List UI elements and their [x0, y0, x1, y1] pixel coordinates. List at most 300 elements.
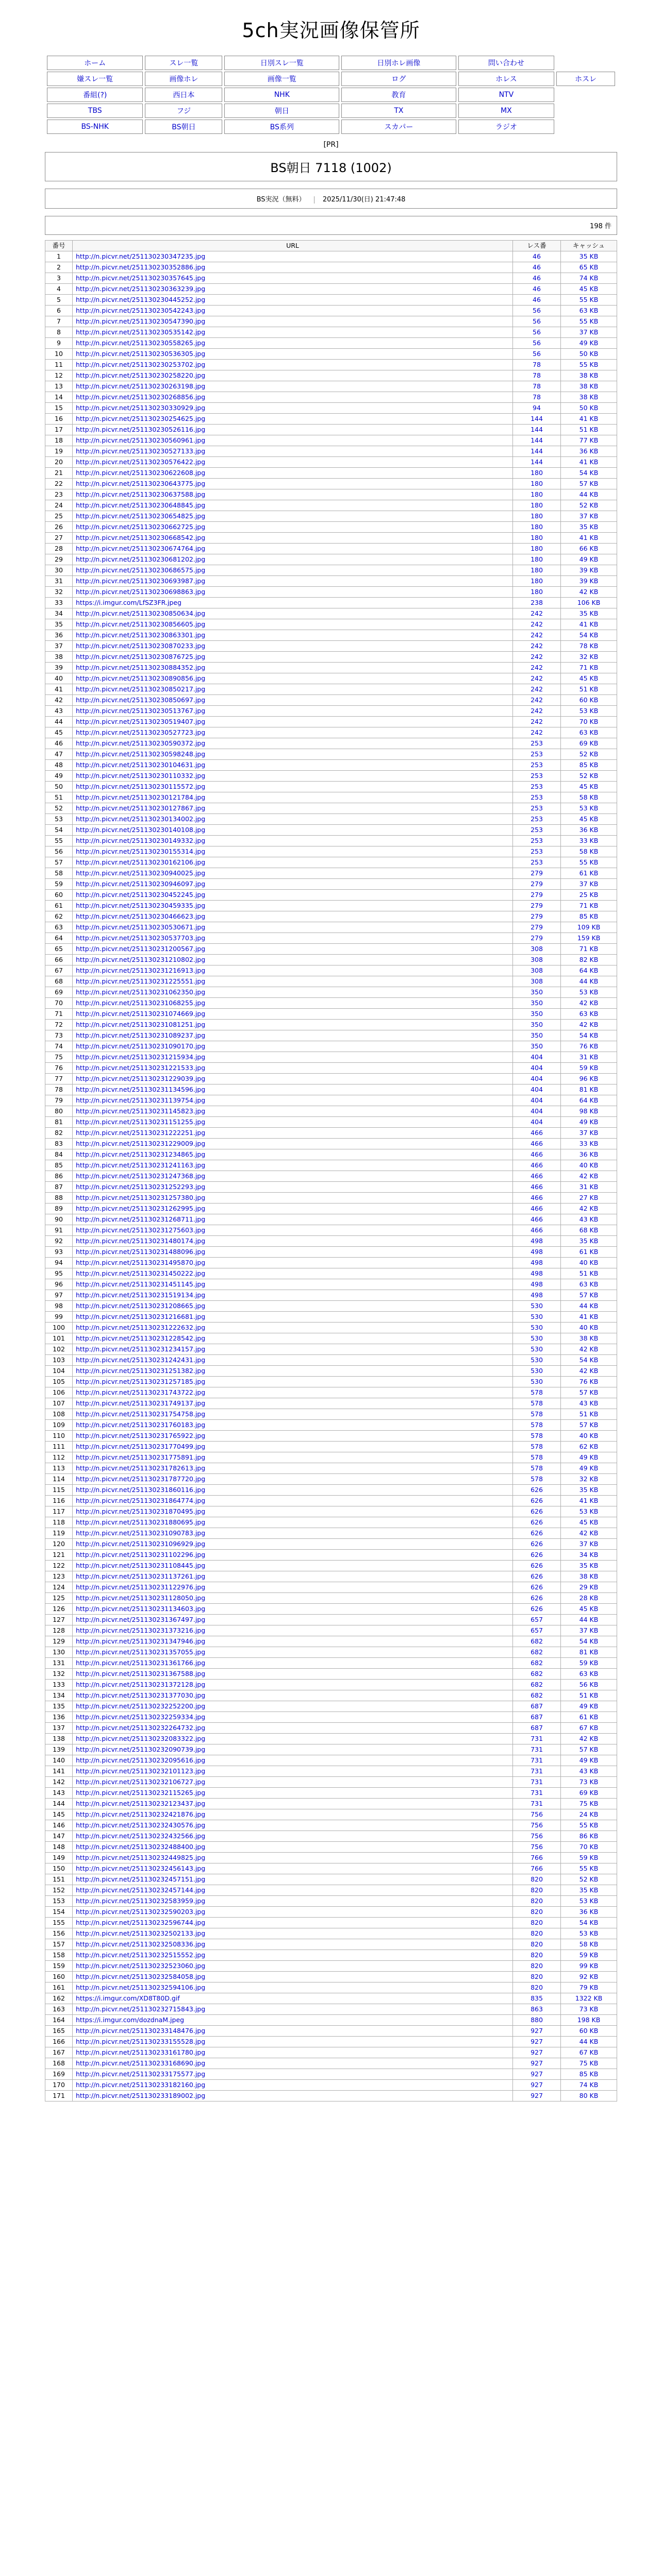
res-number-link[interactable]: 927 — [513, 2058, 561, 2069]
image-url-link[interactable]: http://n.picvr.net/251130230527133.jpg — [76, 447, 206, 455]
cache-link[interactable]: 57 KB — [561, 1290, 617, 1301]
image-url-link[interactable]: http://n.picvr.net/251130231222632.jpg — [76, 1324, 206, 1331]
res-number-link[interactable]: 682 — [513, 1647, 561, 1658]
image-url-link[interactable]: http://n.picvr.net/251130232523060.jpg — [76, 1962, 206, 1970]
cache-link[interactable]: 58 KB — [561, 792, 617, 803]
image-url-link[interactable]: http://n.picvr.net/251130230127867.jpg — [76, 804, 206, 812]
nav-link[interactable]: NTV — [499, 91, 514, 99]
res-number-link[interactable]: 180 — [513, 479, 561, 489]
res-number-link[interactable]: 56 — [513, 316, 561, 327]
cache-link[interactable]: 54 KB — [561, 1636, 617, 1647]
res-number-link[interactable]: 687 — [513, 1723, 561, 1734]
cache-link[interactable]: 76 KB — [561, 1377, 617, 1387]
res-number-link[interactable]: 242 — [513, 663, 561, 673]
cache-link[interactable]: 42 KB — [561, 1204, 617, 1214]
res-number-link[interactable]: 578 — [513, 1463, 561, 1474]
image-url-link[interactable]: http://n.picvr.net/251130232264732.jpg — [76, 1724, 206, 1732]
cache-link[interactable]: 71 KB — [561, 663, 617, 673]
image-url-link[interactable]: http://n.picvr.net/251130230654825.jpg — [76, 512, 206, 520]
res-number-link[interactable]: 466 — [513, 1171, 561, 1182]
cache-link[interactable]: 43 KB — [561, 1398, 617, 1409]
res-number-link[interactable]: 56 — [513, 327, 561, 338]
image-url-link[interactable]: http://n.picvr.net/251130231749137.jpg — [76, 1399, 206, 1407]
res-number-link[interactable]: 657 — [513, 1615, 561, 1625]
cache-link[interactable]: 42 KB — [561, 998, 617, 1009]
cache-link[interactable]: 109 KB — [561, 922, 617, 933]
image-url-link[interactable]: http://n.picvr.net/251130231257185.jpg — [76, 1378, 206, 1385]
cache-link[interactable]: 45 KB — [561, 673, 617, 684]
cache-link[interactable]: 34 KB — [561, 1550, 617, 1561]
cache-link[interactable]: 51 KB — [561, 1268, 617, 1279]
res-number-link[interactable]: 820 — [513, 1874, 561, 1885]
cache-link[interactable]: 35 KB — [561, 608, 617, 619]
cache-link[interactable]: 74 KB — [561, 2080, 617, 2091]
cache-link[interactable]: 42 KB — [561, 1366, 617, 1377]
image-url-link[interactable]: http://n.picvr.net/251130230536305.jpg — [76, 350, 206, 358]
cache-link[interactable]: 61 KB — [561, 1712, 617, 1723]
cache-link[interactable]: 57 KB — [561, 479, 617, 489]
cache-link[interactable]: 55 KB — [561, 1863, 617, 1874]
cache-link[interactable]: 37 KB — [561, 511, 617, 522]
image-url-link[interactable]: http://n.picvr.net/251130230668542.jpg — [76, 534, 206, 541]
res-number-link[interactable]: 253 — [513, 814, 561, 825]
image-url-link[interactable]: http://n.picvr.net/251130233168690.jpg — [76, 2059, 206, 2067]
image-url-link[interactable]: http://n.picvr.net/251130233189002.jpg — [76, 2092, 206, 2099]
image-url-link[interactable]: http://n.picvr.net/251130230940025.jpg — [76, 869, 206, 877]
res-number-link[interactable]: 350 — [513, 1020, 561, 1030]
cache-link[interactable]: 54 KB — [561, 468, 617, 479]
image-url-link[interactable]: http://n.picvr.net/251130231373216.jpg — [76, 1626, 206, 1634]
res-number-link[interactable]: 350 — [513, 1041, 561, 1052]
cache-link[interactable]: 57 KB — [561, 1420, 617, 1431]
res-number-link[interactable]: 253 — [513, 803, 561, 814]
image-url-link[interactable]: http://n.picvr.net/251130230576422.jpg — [76, 458, 206, 466]
cache-link[interactable]: 38 KB — [561, 392, 617, 403]
image-url-link[interactable]: http://n.picvr.net/251130231241163.jpg — [76, 1161, 206, 1169]
image-url-link[interactable]: http://n.picvr.net/251130231134603.jpg — [76, 1605, 206, 1613]
cache-link[interactable]: 36 KB — [561, 446, 617, 457]
res-number-link[interactable]: 279 — [513, 890, 561, 901]
image-url-link[interactable]: http://n.picvr.net/251130231247368.jpg — [76, 1172, 206, 1180]
image-url-link[interactable]: http://n.picvr.net/251130231234157.jpg — [76, 1345, 206, 1353]
image-url-link[interactable]: http://n.picvr.net/251130233155528.jpg — [76, 2038, 206, 2045]
cache-link[interactable]: 40 KB — [561, 1323, 617, 1333]
image-url-link[interactable]: http://n.picvr.net/251130231090783.jpg — [76, 1529, 206, 1537]
cache-link[interactable]: 27 KB — [561, 1193, 617, 1204]
cache-link[interactable]: 198 KB — [561, 2015, 617, 2026]
res-number-link[interactable]: 766 — [513, 1853, 561, 1863]
res-number-link[interactable]: 626 — [513, 1571, 561, 1582]
res-number-link[interactable]: 144 — [513, 425, 561, 435]
cache-link[interactable]: 59 KB — [561, 1658, 617, 1669]
image-url-link[interactable]: http://n.picvr.net/251130230466623.jpg — [76, 912, 206, 920]
cache-link[interactable]: 28 KB — [561, 1593, 617, 1604]
image-url-link[interactable]: http://n.picvr.net/251130232432566.jpg — [76, 1832, 206, 1840]
image-url-link[interactable]: http://n.picvr.net/251130230149332.jpg — [76, 837, 206, 844]
res-number-link[interactable]: 578 — [513, 1409, 561, 1420]
cache-link[interactable]: 159 KB — [561, 933, 617, 944]
image-url-link[interactable]: http://n.picvr.net/251130230347235.jpg — [76, 252, 206, 260]
image-url-link[interactable]: http://n.picvr.net/251130230598248.jpg — [76, 750, 206, 758]
res-number-link[interactable]: 253 — [513, 771, 561, 782]
res-number-link[interactable]: 687 — [513, 1712, 561, 1723]
image-url-link[interactable]: http://n.picvr.net/251130231765922.jpg — [76, 1432, 206, 1439]
res-number-link[interactable]: 56 — [513, 306, 561, 316]
image-url-link[interactable]: http://n.picvr.net/251130230681202.jpg — [76, 555, 206, 563]
res-number-link[interactable]: 927 — [513, 2047, 561, 2058]
res-number-link[interactable]: 144 — [513, 457, 561, 468]
res-number-link[interactable]: 530 — [513, 1355, 561, 1366]
image-url-link[interactable]: http://n.picvr.net/251130230870233.jpg — [76, 642, 206, 650]
cache-link[interactable]: 53 KB — [561, 1928, 617, 1939]
image-url-link[interactable]: http://n.picvr.net/251130231361766.jpg — [76, 1659, 206, 1667]
image-url-link[interactable]: http://n.picvr.net/251130231770499.jpg — [76, 1443, 206, 1450]
cache-link[interactable]: 32 KB — [561, 652, 617, 663]
image-url-link[interactable]: http://n.picvr.net/251130231480174.jpg — [76, 1237, 206, 1245]
cache-link[interactable]: 29 KB — [561, 1582, 617, 1593]
image-url-link[interactable]: http://n.picvr.net/251130231137261.jpg — [76, 1572, 206, 1580]
image-url-link[interactable]: http://n.picvr.net/251130231775891.jpg — [76, 1453, 206, 1461]
cache-link[interactable]: 62 KB — [561, 1442, 617, 1452]
cache-link[interactable]: 44 KB — [561, 1615, 617, 1625]
res-number-link[interactable]: 144 — [513, 414, 561, 425]
cache-link[interactable]: 43 KB — [561, 1214, 617, 1225]
nav-link[interactable]: BS朝日 — [172, 123, 196, 131]
cache-link[interactable]: 38 KB — [561, 381, 617, 392]
nav-link[interactable]: スカパー — [384, 123, 413, 131]
cache-link[interactable]: 92 KB — [561, 1972, 617, 1982]
res-number-link[interactable]: 820 — [513, 1896, 561, 1907]
image-url-link[interactable]: http://n.picvr.net/251130231102296.jpg — [76, 1551, 206, 1558]
image-url-link[interactable]: http://n.picvr.net/251130232488400.jpg — [76, 1843, 206, 1851]
cache-link[interactable]: 45 KB — [561, 814, 617, 825]
image-url-link[interactable]: http://n.picvr.net/251130231880695.jpg — [76, 1518, 206, 1526]
image-url-link[interactable]: http://n.picvr.net/251130231488096.jpg — [76, 1248, 206, 1256]
image-url-link[interactable]: http://n.picvr.net/251130230110332.jpg — [76, 772, 206, 779]
res-number-link[interactable]: 242 — [513, 673, 561, 684]
res-number-link[interactable]: 682 — [513, 1636, 561, 1647]
cache-link[interactable]: 68 KB — [561, 1225, 617, 1236]
image-url-link[interactable]: http://n.picvr.net/251130231519134.jpg — [76, 1291, 206, 1299]
image-url-link[interactable]: http://n.picvr.net/251130231228542.jpg — [76, 1334, 206, 1342]
cache-link[interactable]: 71 KB — [561, 944, 617, 955]
res-number-link[interactable]: 498 — [513, 1258, 561, 1268]
image-url-link[interactable]: http://n.picvr.net/251130231134596.jpg — [76, 1086, 206, 1093]
cache-link[interactable]: 37 KB — [561, 1539, 617, 1550]
image-url-link[interactable]: http://n.picvr.net/251130231108445.jpg — [76, 1562, 206, 1569]
image-url-link[interactable]: http://n.picvr.net/251130230253702.jpg — [76, 361, 206, 368]
res-number-link[interactable]: 279 — [513, 879, 561, 890]
res-number-link[interactable]: 242 — [513, 641, 561, 652]
image-url-link[interactable]: http://n.picvr.net/251130230643775.jpg — [76, 480, 206, 487]
res-number-link[interactable]: 466 — [513, 1182, 561, 1193]
image-url-link[interactable]: http://n.picvr.net/251130231743722.jpg — [76, 1388, 206, 1396]
image-url-link[interactable]: http://n.picvr.net/251130230330929.jpg — [76, 404, 206, 412]
res-number-link[interactable]: 242 — [513, 695, 561, 706]
res-number-link[interactable]: 404 — [513, 1095, 561, 1106]
cache-link[interactable]: 67 KB — [561, 1723, 617, 1734]
res-number-link[interactable]: 238 — [513, 598, 561, 608]
cache-link[interactable]: 50 KB — [561, 403, 617, 414]
res-number-link[interactable]: 682 — [513, 1669, 561, 1680]
nav-link[interactable]: TBS — [88, 107, 102, 115]
image-url-link[interactable]: http://n.picvr.net/251130231782613.jpg — [76, 1464, 206, 1472]
cache-link[interactable]: 73 KB — [561, 2004, 617, 2015]
cache-link[interactable]: 81 KB — [561, 1647, 617, 1658]
image-url-link[interactable]: http://n.picvr.net/251130230513767.jpg — [76, 707, 206, 715]
res-number-link[interactable]: 253 — [513, 749, 561, 760]
cache-link[interactable]: 42 KB — [561, 1020, 617, 1030]
res-number-link[interactable]: 498 — [513, 1247, 561, 1258]
cache-link[interactable]: 59 KB — [561, 1063, 617, 1074]
res-number-link[interactable]: 350 — [513, 1030, 561, 1041]
nav-link[interactable]: 嫌スレ一覧 — [77, 75, 113, 83]
image-url-link[interactable]: http://n.picvr.net/251130232457144.jpg — [76, 1886, 206, 1894]
image-url-link[interactable]: http://n.picvr.net/251130231068255.jpg — [76, 999, 206, 1007]
res-number-link[interactable]: 578 — [513, 1474, 561, 1485]
cache-link[interactable]: 35 KB — [561, 1236, 617, 1247]
res-number-link[interactable]: 466 — [513, 1128, 561, 1139]
image-url-link[interactable]: http://n.picvr.net/251130230693987.jpg — [76, 577, 206, 585]
image-url-link[interactable]: http://n.picvr.net/251130231372128.jpg — [76, 1681, 206, 1688]
cache-link[interactable]: 53 KB — [561, 1506, 617, 1517]
image-url-link[interactable]: http://n.picvr.net/251130231062350.jpg — [76, 988, 206, 996]
image-url-link[interactable]: http://n.picvr.net/251130231252293.jpg — [76, 1183, 206, 1191]
res-number-link[interactable]: 927 — [513, 2091, 561, 2102]
cache-link[interactable]: 86 KB — [561, 1831, 617, 1842]
cache-link[interactable]: 55 KB — [561, 295, 617, 306]
res-number-link[interactable]: 626 — [513, 1517, 561, 1528]
image-url-link[interactable]: http://n.picvr.net/251130230637588.jpg — [76, 490, 206, 498]
image-url-link[interactable]: http://n.picvr.net/251130230547390.jpg — [76, 317, 206, 325]
image-url-link[interactable]: http://n.picvr.net/251130230662725.jpg — [76, 523, 206, 531]
res-number-link[interactable]: 530 — [513, 1312, 561, 1323]
cache-link[interactable]: 38 KB — [561, 1571, 617, 1582]
cache-link[interactable]: 63 KB — [561, 1279, 617, 1290]
cache-link[interactable]: 33 KB — [561, 836, 617, 846]
cache-link[interactable]: 96 KB — [561, 1074, 617, 1084]
res-number-link[interactable]: 279 — [513, 868, 561, 879]
res-number-link[interactable]: 404 — [513, 1052, 561, 1063]
cache-link[interactable]: 55 KB — [561, 857, 617, 868]
image-url-link[interactable]: http://n.picvr.net/251130231122976.jpg — [76, 1583, 206, 1591]
image-url-link[interactable]: http://n.picvr.net/251130231145823.jpg — [76, 1107, 206, 1115]
image-url-link[interactable]: http://n.picvr.net/251130232584058.jpg — [76, 1973, 206, 1980]
image-url-link[interactable]: http://n.picvr.net/251130231074669.jpg — [76, 1010, 206, 1018]
res-number-link[interactable]: 242 — [513, 684, 561, 695]
cache-link[interactable]: 50 KB — [561, 349, 617, 360]
cache-link[interactable]: 41 KB — [561, 619, 617, 630]
res-number-link[interactable]: 144 — [513, 446, 561, 457]
nav-link[interactable]: TX — [394, 107, 404, 115]
res-number-link[interactable]: 498 — [513, 1268, 561, 1279]
image-url-link[interactable]: http://n.picvr.net/251130232508336.jpg — [76, 1940, 206, 1948]
cache-link[interactable]: 54 KB — [561, 630, 617, 641]
res-number-link[interactable]: 78 — [513, 370, 561, 381]
cache-link[interactable]: 81 KB — [561, 1084, 617, 1095]
cache-link[interactable]: 52 KB — [561, 771, 617, 782]
res-number-link[interactable]: 180 — [513, 489, 561, 500]
cache-link[interactable]: 106 KB — [561, 598, 617, 608]
res-number-link[interactable]: 253 — [513, 857, 561, 868]
cache-link[interactable]: 69 KB — [561, 1788, 617, 1799]
image-url-link[interactable]: http://n.picvr.net/251130232457151.jpg — [76, 1875, 206, 1883]
image-url-link[interactable]: http://n.picvr.net/251130230352886.jpg — [76, 263, 206, 271]
image-url-link[interactable]: http://n.picvr.net/251130231222251.jpg — [76, 1129, 206, 1137]
res-number-link[interactable]: 578 — [513, 1387, 561, 1398]
res-number-link[interactable]: 530 — [513, 1333, 561, 1344]
cache-link[interactable]: 61 KB — [561, 1247, 617, 1258]
res-number-link[interactable]: 242 — [513, 630, 561, 641]
image-url-link[interactable]: http://n.picvr.net/251130231495870.jpg — [76, 1259, 206, 1266]
cache-link[interactable]: 53 KB — [561, 987, 617, 998]
image-url-link[interactable]: http://n.picvr.net/251130230134002.jpg — [76, 815, 206, 823]
res-number-link[interactable]: 820 — [513, 1939, 561, 1950]
res-number-link[interactable]: 253 — [513, 782, 561, 792]
res-number-link[interactable]: 253 — [513, 760, 561, 771]
res-number-link[interactable]: 731 — [513, 1734, 561, 1744]
cache-link[interactable]: 33 KB — [561, 1139, 617, 1149]
nav-link[interactable]: ホスレ — [575, 75, 597, 83]
cache-link[interactable]: 71 KB — [561, 901, 617, 911]
nav-link[interactable]: フジ — [176, 107, 191, 115]
res-number-link[interactable]: 682 — [513, 1658, 561, 1669]
cache-link[interactable]: 42 KB — [561, 1528, 617, 1539]
cache-link[interactable]: 85 KB — [561, 760, 617, 771]
res-number-link[interactable]: 626 — [513, 1539, 561, 1550]
cache-link[interactable]: 44 KB — [561, 489, 617, 500]
image-url-link[interactable]: http://n.picvr.net/251130231262995.jpg — [76, 1205, 206, 1212]
image-url-link[interactable]: http://n.picvr.net/251130230560961.jpg — [76, 436, 206, 444]
image-url-link[interactable]: http://n.picvr.net/251130232449825.jpg — [76, 1854, 206, 1861]
image-url-link[interactable]: http://n.picvr.net/251130230115572.jpg — [76, 783, 206, 790]
res-number-link[interactable]: 253 — [513, 846, 561, 857]
res-number-link[interactable]: 466 — [513, 1214, 561, 1225]
res-number-link[interactable]: 253 — [513, 825, 561, 836]
image-url-link[interactable]: http://n.picvr.net/251130232123437.jpg — [76, 1800, 206, 1807]
cache-link[interactable]: 51 KB — [561, 425, 617, 435]
nav-link[interactable]: 画像一覧 — [267, 75, 296, 83]
nav-link[interactable]: 番組(?) — [83, 91, 107, 99]
cache-link[interactable]: 41 KB — [561, 1312, 617, 1323]
image-url-link[interactable]: http://n.picvr.net/251130230104631.jpg — [76, 761, 206, 769]
cache-link[interactable]: 41 KB — [561, 414, 617, 425]
res-number-link[interactable]: 144 — [513, 435, 561, 446]
cache-link[interactable]: 36 KB — [561, 1907, 617, 1918]
cache-link[interactable]: 99 KB — [561, 1961, 617, 1972]
cache-link[interactable]: 74 KB — [561, 273, 617, 284]
image-url-link[interactable]: http://n.picvr.net/251130230890856.jpg — [76, 674, 206, 682]
image-url-link[interactable]: http://n.picvr.net/251130232430576.jpg — [76, 1821, 206, 1829]
image-url-link[interactable]: http://n.picvr.net/251130231450222.jpg — [76, 1269, 206, 1277]
image-url-link[interactable]: http://n.picvr.net/251130231760183.jpg — [76, 1421, 206, 1429]
image-url-link[interactable]: http://n.picvr.net/251130230850217.jpg — [76, 685, 206, 693]
cache-link[interactable]: 78 KB — [561, 641, 617, 652]
cache-link[interactable]: 39 KB — [561, 565, 617, 576]
res-number-link[interactable]: 578 — [513, 1442, 561, 1452]
res-number-link[interactable]: 308 — [513, 944, 561, 955]
image-url-link[interactable]: http://n.picvr.net/251130231451145.jpg — [76, 1280, 206, 1288]
cache-link[interactable]: 40 KB — [561, 1258, 617, 1268]
cache-link[interactable]: 54 KB — [561, 1355, 617, 1366]
image-url-link[interactable]: https://i.imgur.com/LfSZ3FR.jpeg — [76, 599, 181, 606]
cache-link[interactable]: 38 KB — [561, 370, 617, 381]
image-url-link[interactable]: http://n.picvr.net/251130232252200.jpg — [76, 1702, 206, 1710]
res-number-link[interactable]: 180 — [513, 554, 561, 565]
cache-link[interactable]: 49 KB — [561, 338, 617, 349]
cache-link[interactable]: 76 KB — [561, 1041, 617, 1052]
image-url-link[interactable]: http://n.picvr.net/251130230850634.jpg — [76, 609, 206, 617]
cache-link[interactable]: 44 KB — [561, 2037, 617, 2047]
image-url-link[interactable]: http://n.picvr.net/251130230537703.jpg — [76, 934, 206, 942]
cache-link[interactable]: 1322 KB — [561, 1993, 617, 2004]
image-url-link[interactable]: http://n.picvr.net/251130230622608.jpg — [76, 469, 206, 477]
cache-link[interactable]: 37 KB — [561, 327, 617, 338]
cache-link[interactable]: 49 KB — [561, 1452, 617, 1463]
cache-link[interactable]: 79 KB — [561, 1982, 617, 1993]
res-number-link[interactable]: 242 — [513, 608, 561, 619]
res-number-link[interactable]: 308 — [513, 965, 561, 976]
image-url-link[interactable]: http://n.picvr.net/251130230363239.jpg — [76, 285, 206, 293]
res-number-link[interactable]: 78 — [513, 381, 561, 392]
image-url-link[interactable]: http://n.picvr.net/251130232115265.jpg — [76, 1789, 206, 1797]
cache-link[interactable]: 55 KB — [561, 316, 617, 327]
res-number-link[interactable]: 820 — [513, 1961, 561, 1972]
cache-link[interactable]: 80 KB — [561, 2091, 617, 2102]
res-number-link[interactable]: 466 — [513, 1225, 561, 1236]
cache-link[interactable]: 54 KB — [561, 1030, 617, 1041]
cache-link[interactable]: 31 KB — [561, 1182, 617, 1193]
image-url-link[interactable]: http://n.picvr.net/251130231357055.jpg — [76, 1648, 206, 1656]
image-url-link[interactable]: http://n.picvr.net/251130230542243.jpg — [76, 307, 206, 314]
cache-link[interactable]: 70 KB — [561, 717, 617, 727]
image-url-link[interactable]: http://n.picvr.net/251130232456143.jpg — [76, 1865, 206, 1872]
res-number-link[interactable]: 46 — [513, 284, 561, 295]
image-url-link[interactable]: http://n.picvr.net/251130231347946.jpg — [76, 1637, 206, 1645]
image-url-link[interactable]: http://n.picvr.net/251130230850697.jpg — [76, 696, 206, 704]
res-number-link[interactable]: 756 — [513, 1831, 561, 1842]
image-url-link[interactable]: http://n.picvr.net/251130232101123.jpg — [76, 1767, 206, 1775]
res-number-link[interactable]: 350 — [513, 987, 561, 998]
cache-link[interactable]: 41 KB — [561, 1496, 617, 1506]
res-number-link[interactable]: 466 — [513, 1160, 561, 1171]
cache-link[interactable]: 54 KB — [561, 1918, 617, 1928]
image-url-link[interactable]: http://n.picvr.net/251130230674764.jpg — [76, 545, 206, 552]
res-number-link[interactable]: 56 — [513, 338, 561, 349]
res-number-link[interactable]: 626 — [513, 1506, 561, 1517]
cache-link[interactable]: 35 KB — [561, 1561, 617, 1571]
cache-link[interactable]: 55 KB — [561, 1820, 617, 1831]
image-url-link[interactable]: http://n.picvr.net/251130231367588.jpg — [76, 1670, 206, 1677]
res-number-link[interactable]: 180 — [513, 587, 561, 598]
res-number-link[interactable]: 530 — [513, 1301, 561, 1312]
res-number-link[interactable]: 731 — [513, 1755, 561, 1766]
cache-link[interactable]: 42 KB — [561, 587, 617, 598]
res-number-link[interactable]: 578 — [513, 1398, 561, 1409]
cache-link[interactable]: 41 KB — [561, 533, 617, 544]
image-url-link[interactable]: http://n.picvr.net/251130230686575.jpg — [76, 566, 206, 574]
res-number-link[interactable]: 242 — [513, 706, 561, 717]
image-url-link[interactable]: http://n.picvr.net/251130232095616.jpg — [76, 1756, 206, 1764]
cache-link[interactable]: 57 KB — [561, 1387, 617, 1398]
res-number-link[interactable]: 820 — [513, 1918, 561, 1928]
res-number-link[interactable]: 46 — [513, 273, 561, 284]
cache-link[interactable]: 66 KB — [561, 544, 617, 554]
cache-link[interactable]: 35 KB — [561, 522, 617, 533]
res-number-link[interactable]: 279 — [513, 901, 561, 911]
cache-link[interactable]: 37 KB — [561, 879, 617, 890]
image-url-link[interactable]: http://n.picvr.net/251130231216681.jpg — [76, 1313, 206, 1320]
